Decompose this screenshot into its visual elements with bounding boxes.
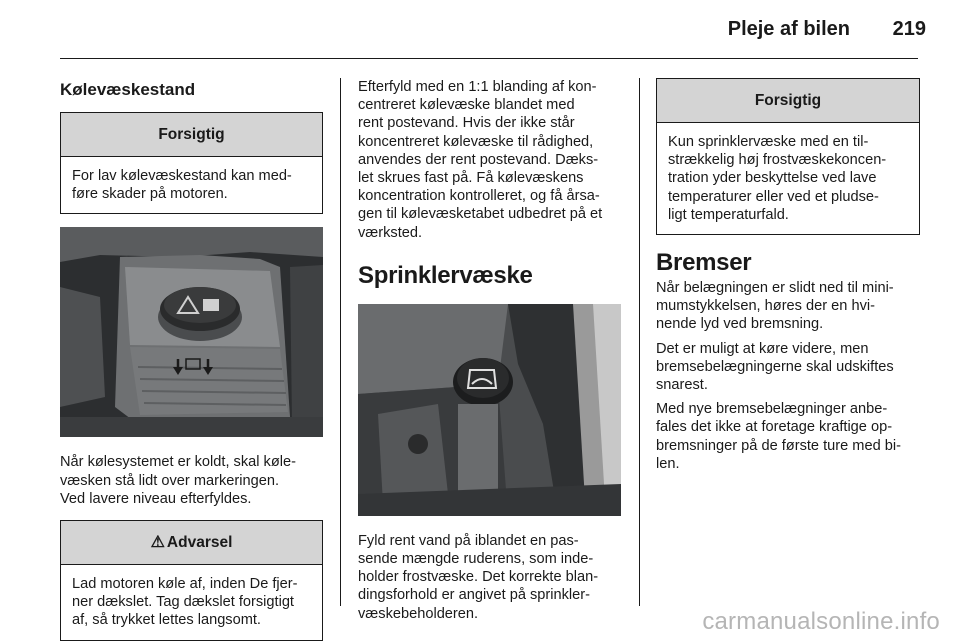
warning-text: Lad motoren køle af, inden De fjer- ner dækslet. Tag dækslet forsigtigt af, så trykket lettes langsomt. (72, 576, 298, 629)
coolant-reservoir-illustration (60, 227, 323, 437)
caution-box-washer (656, 78, 920, 235)
warning-box-coolant (60, 520, 323, 641)
caution-text: Kun sprinklervæske med en til- strækkelig høj frostvæskekoncen- tration yder beskyttelse ved lave temperaturer eller ved et pludse- ligt temperaturfald. (668, 134, 887, 223)
washer-reservoir-illustration (358, 304, 621, 516)
watermark: carmanualsonline.info (702, 608, 940, 635)
washer-reservoir-photo (358, 304, 621, 516)
caution-title: Forsigtig (657, 79, 919, 123)
coolant-level-text: Når kølesystemet er koldt, skal køle- væsken stå lidt over markeringen. Ved lavere niveau efterfyldes. (60, 454, 296, 507)
section-heading-brakes: Bremser (656, 249, 752, 277)
caution-title: Forsigtig (61, 113, 322, 157)
caution-box-coolant (60, 112, 323, 214)
caution-text: For lav kølevæskestand kan med- føre skader på motoren. (72, 168, 292, 203)
section-heading-washer: Sprinklervæske (358, 261, 533, 289)
brakes-paragraph-3: Med nye bremsebelægninger anbe- fales det ikke at foretage kraftige op- bremsninger på de første ture med bi- len. (656, 401, 901, 472)
column-divider-2 (639, 78, 640, 606)
warning-title: ⚠ Advarsel (61, 521, 322, 565)
header-rule (60, 58, 918, 59)
brakes-paragraph-1: Når belægningen er slidt ned til mini- mumstykkelsen, høres der en hvi- nende lyd ved bremsning. (656, 280, 894, 333)
coolant-refill-text: Efterfyld med en 1:1 blanding af kon- centreret kølevæske blandet med rent postevand. Hvis der ikke står koncentreret kølevæske til rådighed, anvendes der rent postevand. Dæks- let skrues fast på. Få kølevæskens koncentration kontrolleret, og få årsa- gen til kølevæsketabet udbedret på et værksted. (358, 79, 603, 241)
column-2 (358, 78, 623, 623)
coolant-reservoir-photo (60, 227, 323, 437)
page-number: 219 (892, 18, 926, 40)
page-header-title: Pleje af bilen (727, 18, 850, 40)
section-heading-coolant: Kølevæskestand (60, 80, 196, 99)
column-3 (656, 78, 920, 473)
brakes-paragraph-2: Det er muligt at køre videre, men bremsebelægningerne skal udskiftes snarest. (656, 340, 894, 394)
washer-fill-text: Fyld rent vand på iblandet en pas- sende mængde ruderens, som inde- holder frostvæske. Det korrekte blan- dingsforhold er angivet på sprinkler- væskebeholderen. (358, 532, 599, 622)
warning-triangle-icon: ⚠ (150, 534, 165, 552)
column-1 (60, 78, 323, 641)
column-divider-1 (340, 78, 341, 606)
